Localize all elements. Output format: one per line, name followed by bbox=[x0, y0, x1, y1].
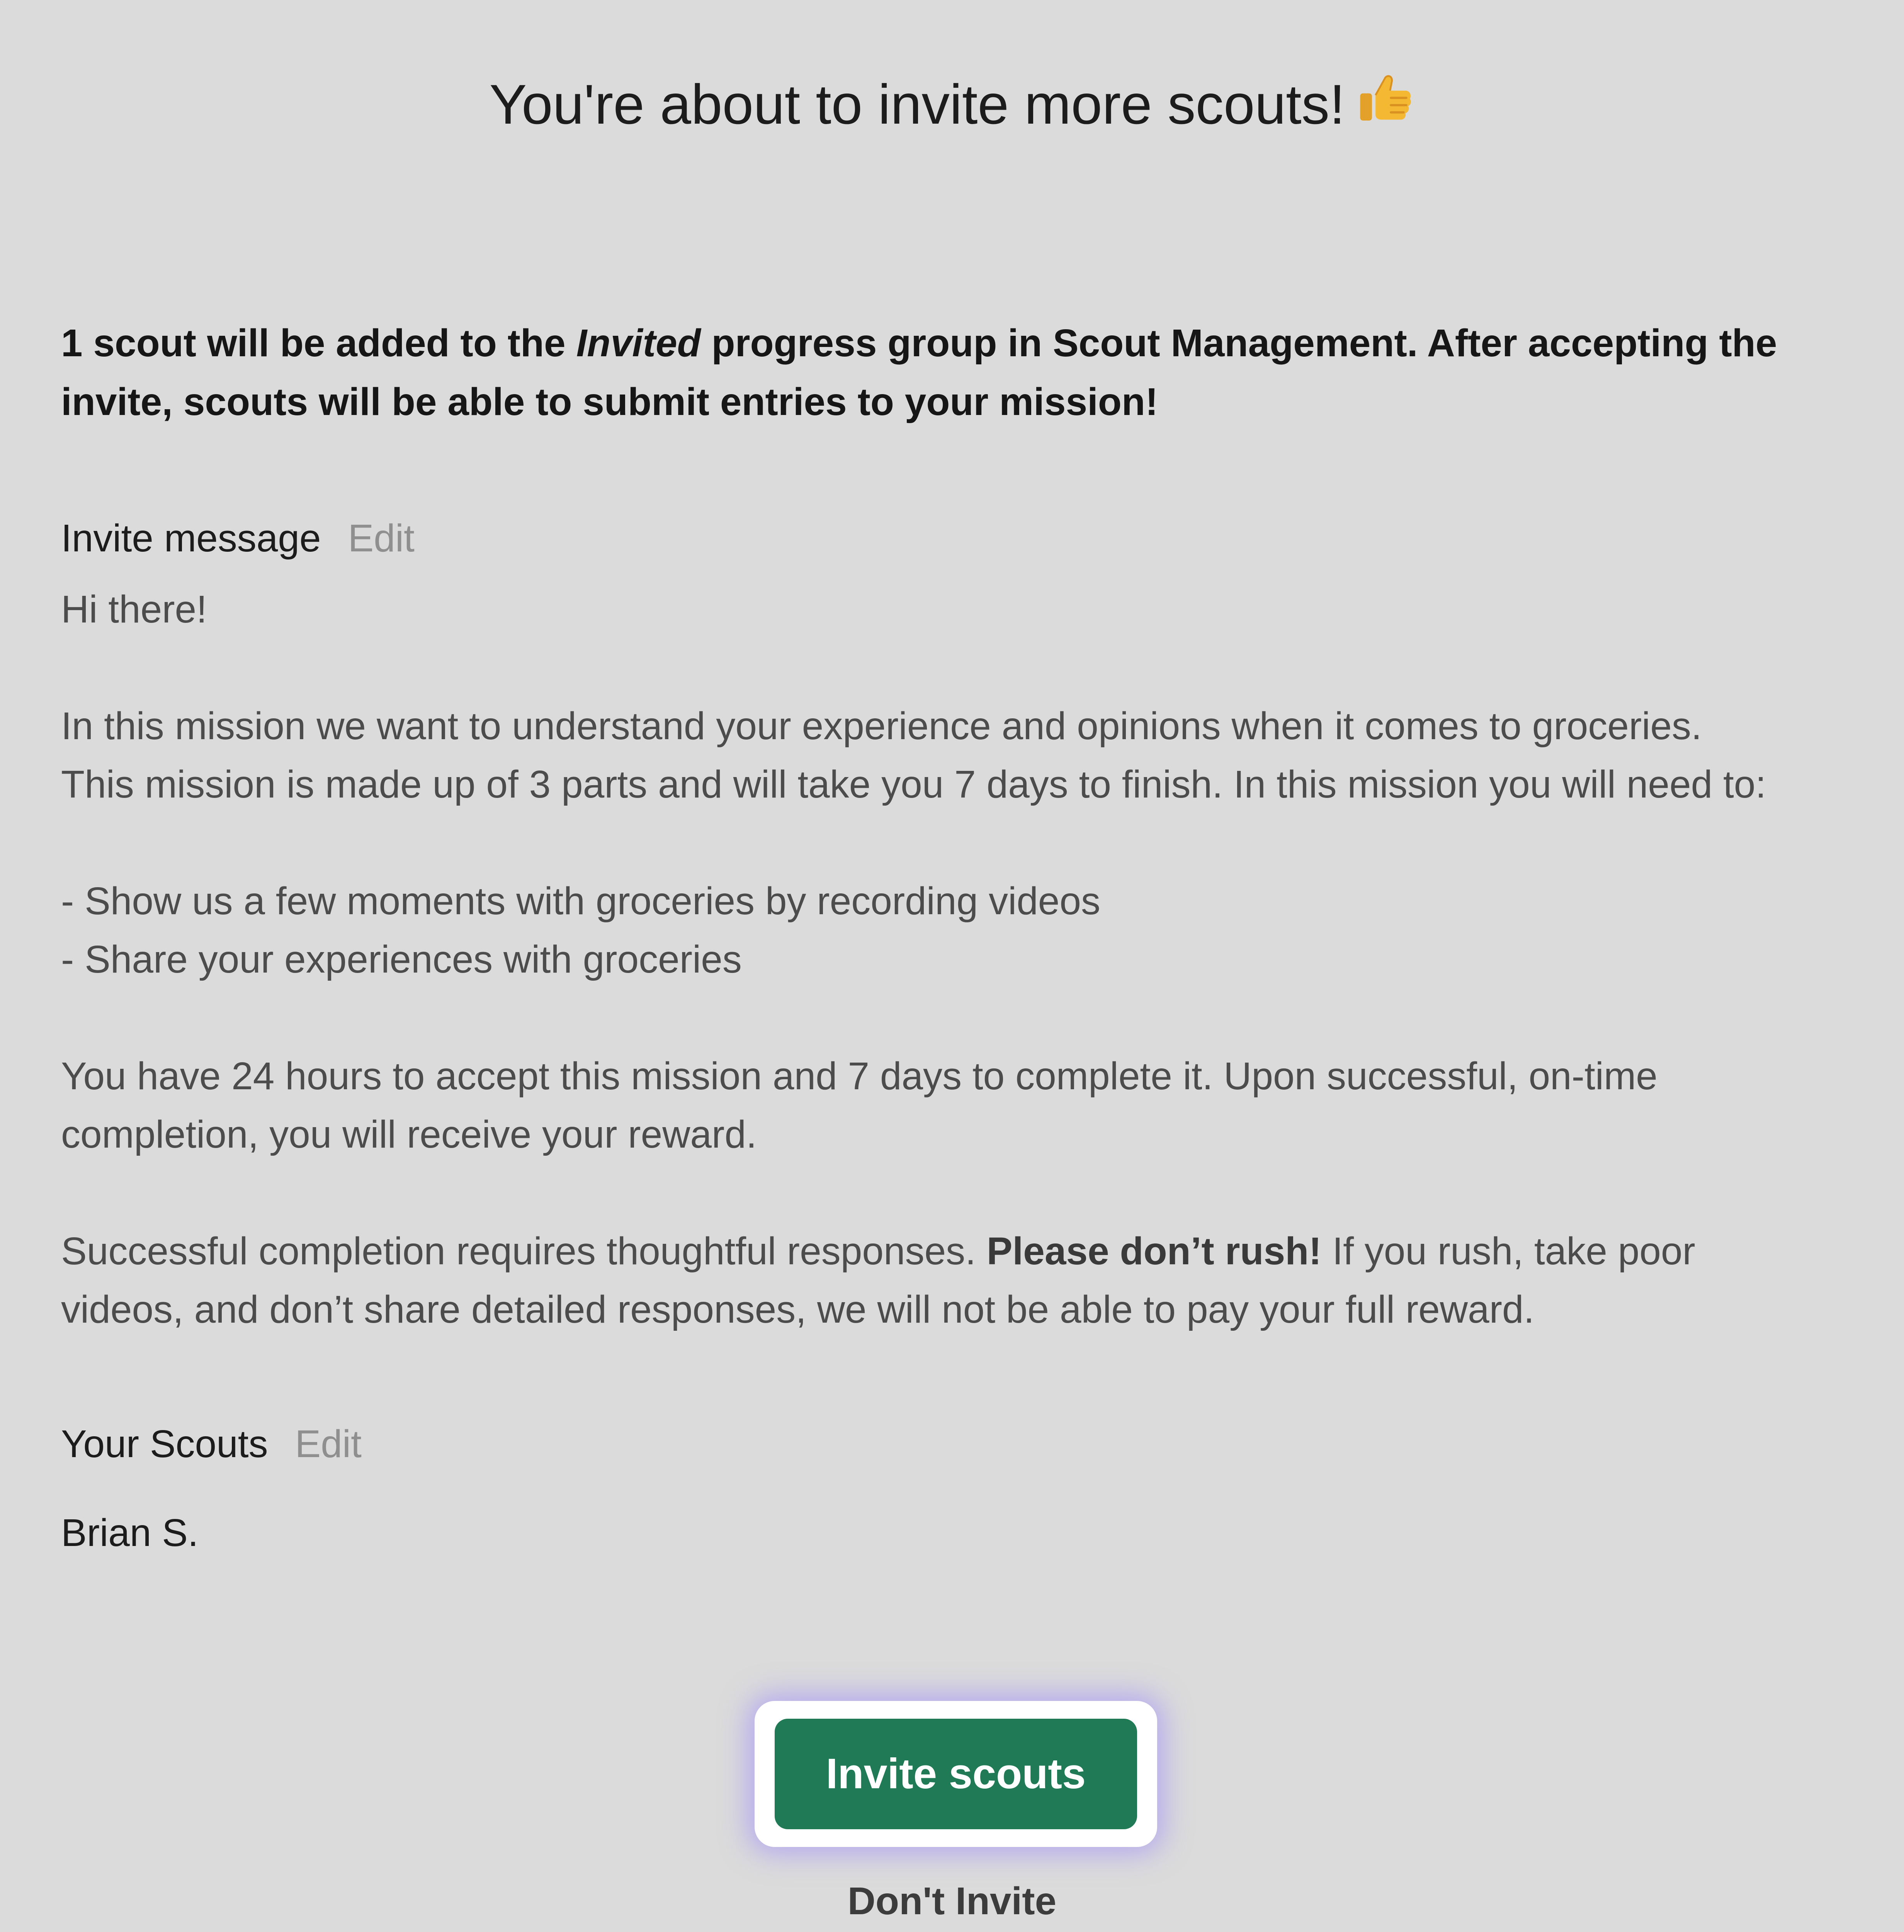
invite-message-header bbox=[61, 513, 415, 563]
quality-note-start: Successful completion requires thoughtful responses. bbox=[61, 1230, 987, 1273]
edit-invite-message-link[interactable]: Edit bbox=[348, 517, 415, 560]
invite-scouts-button[interactable]: Invite scouts bbox=[775, 1719, 1137, 1829]
message-intro-line-2: This mission is made up of 3 parts and will take you 7 days to finish. In this mission you will need to: bbox=[61, 763, 1766, 806]
quality-note-emphasis: Please don’t rush! bbox=[986, 1230, 1322, 1273]
message-task-item: - Share your experiences with groceries bbox=[61, 938, 742, 981]
dont-invite-container bbox=[0, 1876, 1904, 1926]
invite-button-focus-ring bbox=[755, 1701, 1157, 1847]
scout-list-item: Brian S. bbox=[61, 1511, 199, 1554]
your-scouts-label: Your Scouts bbox=[61, 1422, 268, 1466]
edit-scouts-link[interactable]: Edit bbox=[295, 1422, 362, 1466]
message-task-item: - Show us a few moments with groceries by recording videos bbox=[61, 879, 1101, 923]
quality-note-end: If you rush, take poor videos, and don’t share detailed responses, we will not be able to pay your full reward. bbox=[61, 1230, 1695, 1331]
invite-message-body bbox=[61, 580, 1877, 1339]
your-scouts-header bbox=[61, 1419, 362, 1469]
dont-invite-link[interactable]: Don't Invite bbox=[847, 1879, 1057, 1923]
page-title bbox=[0, 68, 1904, 143]
invite-message-label: Invite message bbox=[61, 517, 321, 560]
message-greeting: Hi there! bbox=[61, 588, 207, 631]
invite-summary bbox=[61, 314, 1854, 431]
thumbs-up-icon bbox=[1357, 68, 1414, 143]
summary-text-end: progress group in Scout Management. After accepting the invite, scouts will be able to submit entries to your mission! bbox=[61, 321, 1777, 423]
page-title-text: You're about to invite more scouts! bbox=[489, 73, 1345, 136]
message-quality-note bbox=[61, 1222, 1823, 1339]
summary-text-start: 1 scout will be added to the bbox=[61, 321, 576, 365]
message-intro-line-1: In this mission we want to understand your experience and opinions when it comes to groceries. bbox=[61, 704, 1702, 748]
summary-group-name: Invited bbox=[576, 321, 701, 365]
message-deadline: You have 24 hours to accept this mission and 7 days to complete it. Upon successful, on-time completion, you will receive your reward. bbox=[61, 1054, 1658, 1156]
